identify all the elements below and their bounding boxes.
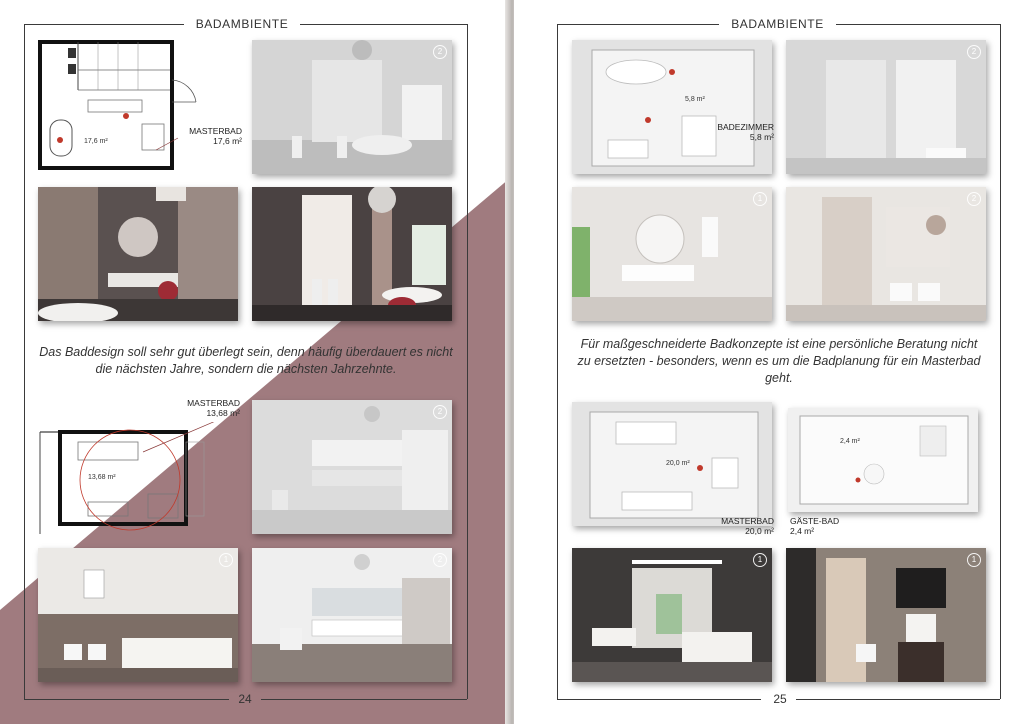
- plan-label-gaeste-bad: [790, 516, 850, 536]
- plan-inner-area: 13,68 m²: [88, 474, 116, 481]
- plan-inner-area: 17,6 m²: [84, 138, 108, 145]
- footer-rule-right: [261, 699, 467, 700]
- plan-room-area: 17,6 m²: [213, 136, 242, 146]
- header-rule-right: [300, 24, 467, 25]
- plan-render-masterbad: [572, 402, 772, 526]
- footer-rule-right: [796, 699, 1000, 700]
- plan-inner-area: 20,0 m²: [666, 460, 690, 467]
- plan-room-name: MASTERBAD: [721, 516, 774, 526]
- view-number-badge: 1: [753, 192, 767, 206]
- view-number-badge: 2: [433, 553, 447, 567]
- render-masterbad-dark-1: [38, 187, 238, 321]
- page-number: 25: [773, 692, 787, 706]
- view-number-badge: 2: [967, 192, 981, 206]
- render-masterbad-brown-2: [252, 548, 452, 682]
- render-masterbad-brown-1: [38, 548, 238, 682]
- plan-room-area: 20,0 m²: [745, 526, 774, 536]
- header-rule-right: [836, 24, 1000, 25]
- view-number-badge: 1: [753, 553, 767, 567]
- plan-room-name: MASTERBAD: [187, 398, 240, 408]
- plan-label-masterbad-2: [170, 398, 240, 418]
- right-page: [514, 0, 1024, 724]
- view-number-badge: 1: [219, 553, 233, 567]
- render-masterbad-marble: [572, 548, 772, 682]
- render-masterbad-dark-2: [252, 187, 452, 321]
- render-badezimmer-shower: [786, 187, 986, 321]
- plan-room-name: MASTERBAD: [189, 126, 242, 136]
- footer-rule-left: [24, 699, 229, 700]
- plan-label-badezimmer: [700, 122, 774, 142]
- page-number: 24: [238, 692, 252, 706]
- plan-label-masterbad: [700, 516, 774, 536]
- plan-inner-area: 2,4 m²: [840, 438, 860, 445]
- render-masterbad-wireframe-2: [252, 400, 452, 534]
- footer-rule-left: [557, 699, 761, 700]
- header-rule-left: [24, 24, 184, 25]
- plan-room-name: GÄSTE-BAD: [790, 516, 840, 526]
- plan-room-area: 13,68 m²: [206, 408, 240, 418]
- plan-room-name: BADEZIMMER: [717, 122, 774, 132]
- floor-plan-masterbad-1: [38, 40, 242, 172]
- body-caption: Für maßgeschneiderte Badkonzepte ist eine persönliche Beratung nicht zu ersetzten - besonders, wenn es um die Badplanung für ein Masterbad geht.: [577, 337, 981, 385]
- render-masterbad-wireframe: [252, 40, 452, 174]
- view-number-badge: 1: [967, 553, 981, 567]
- render-badezimmer-wireframe: [786, 40, 986, 174]
- header-title: BADAMBIENTE: [195, 17, 289, 31]
- header-rule-left: [557, 24, 719, 25]
- view-number-badge: 2: [433, 405, 447, 419]
- plan-render-gaeste-bad: [788, 408, 978, 512]
- plan-label-masterbad-1: [170, 126, 242, 146]
- plan-room-area: 5,8 m²: [749, 132, 774, 142]
- view-number-badge: 2: [967, 45, 981, 59]
- plan-render-badezimmer: [572, 40, 772, 174]
- plan-room-area: 2,4 m²: [790, 526, 815, 536]
- render-badezimmer-mirror: [572, 187, 772, 321]
- header-title: BADAMBIENTE: [731, 17, 824, 31]
- plan-inner-area: 5,8 m²: [685, 96, 705, 103]
- left-page: [0, 0, 510, 724]
- view-number-badge: 2: [433, 45, 447, 59]
- render-gaeste-bad: [786, 548, 986, 682]
- body-caption: Das Baddesign soll sehr gut überlegt sein, denn häufig überdauert es nicht die nächsten Jahre, sondern die nächsten Jahrzehnte.: [39, 345, 453, 376]
- floor-plan-masterbad-2: [38, 422, 244, 534]
